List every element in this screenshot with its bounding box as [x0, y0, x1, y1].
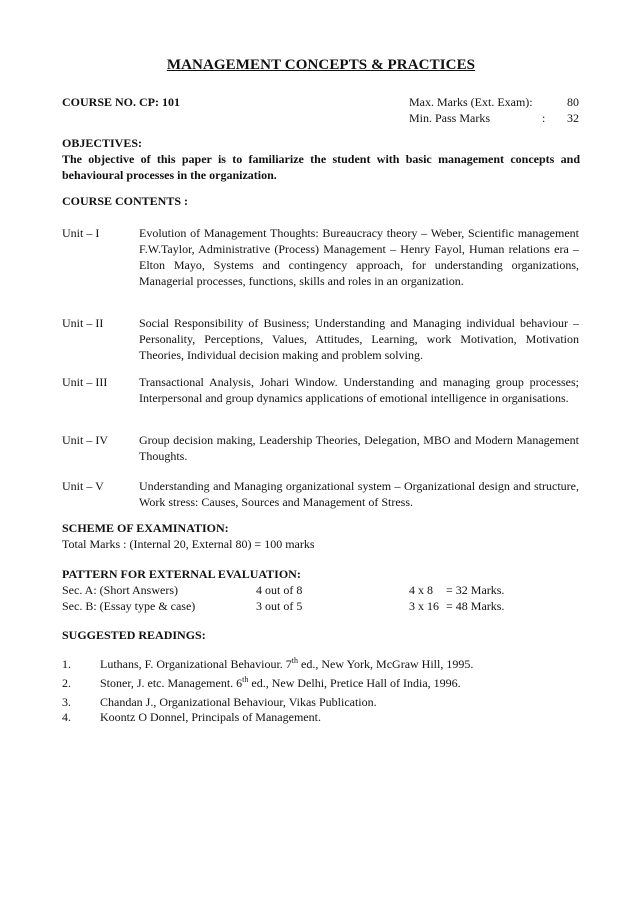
pattern-row: [62, 582, 580, 598]
pattern-count: 3 out of 5: [256, 599, 303, 613]
reading-number: 3.: [62, 695, 71, 709]
unit-text: Understanding and Managing organizational system – Organizational design and structure, Work stress: Causes, Sources and Management of Stress.: [139, 479, 579, 509]
reading-text-main: Chandan J., Organizational Behaviour, Vikas Publication.: [100, 695, 377, 709]
reading-superscript: th: [242, 675, 249, 684]
course-number: COURSE NO. CP: 101: [62, 95, 181, 109]
unit-text: Transactional Analysis, Johari Window. Understanding and managing group processes; Interpersonal and group dynamics applications of emotional intelligence in organisations.: [139, 375, 579, 405]
scheme-text: Total Marks : (Internal 20, External 80) = 100 marks: [62, 537, 315, 551]
min-marks-label: Min. Pass Marks: [409, 111, 491, 125]
reading-item: [62, 656, 580, 672]
reading-text: [100, 656, 580, 672]
unit-text: Social Responsibility of Business; Understanding and Managing individual behaviour – Personality, Perceptions, Values, Attitudes, Learning, work Motivation, Motivation Theories, Individual decision making and problem solving.: [139, 316, 579, 362]
unit-label: Unit – III: [62, 375, 108, 389]
objectives-heading: OBJECTIVES:: [62, 136, 143, 150]
unit-text: Evolution of Management Thoughts: Bureaucracy theory – Weber, Scientific management F.W.Taylor, Administrative (Process) Management – Henry Fayol, Human relations era – Elton Mayo, Systems and contingency approach, for understanding organizations, Managerial processes, functions, skills and roles in an organization.: [139, 226, 579, 288]
marks-block: [409, 94, 580, 126]
reading-number: 1.: [62, 657, 71, 671]
scheme-heading: SCHEME OF EXAMINATION:: [62, 521, 229, 535]
unit-label: Unit – II: [62, 316, 104, 330]
pattern-section: Sec. B: (Essay type & case): [62, 599, 196, 613]
pattern-result: = 32 Marks.: [446, 583, 505, 597]
reading-number: 2.: [62, 676, 71, 690]
reading-number: 4.: [62, 710, 71, 724]
reading-text-main: Stoner, J. etc. Management. 6: [100, 676, 243, 690]
reading-item: [62, 694, 580, 710]
reading-item: [62, 675, 580, 691]
pattern-heading: PATTERN FOR EXTERNAL EVALUATION:: [62, 567, 301, 581]
objectives-text: The objective of this paper is to familiarize the student with basic management concepts and behavioural processes in the organization.: [62, 152, 580, 182]
max-marks-label: Max. Marks (Ext. Exam):: [409, 95, 533, 109]
reading-text: [100, 709, 580, 725]
reading-text-main: Koontz O Donnel, Principals of Management.: [100, 710, 321, 724]
reading-text-rest: ed., New York, McGraw Hill, 1995.: [298, 657, 474, 671]
reading-superscript: th: [291, 656, 299, 665]
readings-heading: SUGGESTED READINGS:: [62, 628, 206, 642]
reading-text: [100, 694, 580, 710]
min-marks-value: 32: [567, 111, 579, 125]
unit-label: Unit – IV: [62, 433, 108, 447]
reading-text-rest: ed., New Delhi, Pretice Hall of India, 1996.: [248, 676, 461, 690]
unit-label: Unit – V: [62, 479, 104, 493]
pattern-calc: 3 x 16: [409, 599, 439, 613]
min-marks-colon: :: [542, 111, 546, 125]
document-title: MANAGEMENT CONCEPTS & PRACTICES: [166, 57, 476, 73]
reading-text-main: Luthans, F. Organizational Behaviour. 7: [100, 657, 292, 671]
pattern-row: [62, 598, 580, 614]
max-marks-value: 80: [567, 95, 579, 109]
pattern-count: 4 out of 8: [256, 583, 303, 597]
pattern-calc: 4 x 8: [409, 583, 433, 597]
reading-text: [100, 675, 580, 691]
course-contents-heading: COURSE CONTENTS :: [62, 194, 189, 208]
reading-item: [62, 709, 580, 725]
unit-text: Group decision making, Leadership Theories, Delegation, MBO and Modern Management Thoughts.: [139, 433, 579, 463]
pattern-section: Sec. A: (Short Answers): [62, 583, 178, 597]
pattern-result: = 48 Marks.: [446, 599, 505, 613]
unit-label: Unit – I: [62, 226, 100, 240]
